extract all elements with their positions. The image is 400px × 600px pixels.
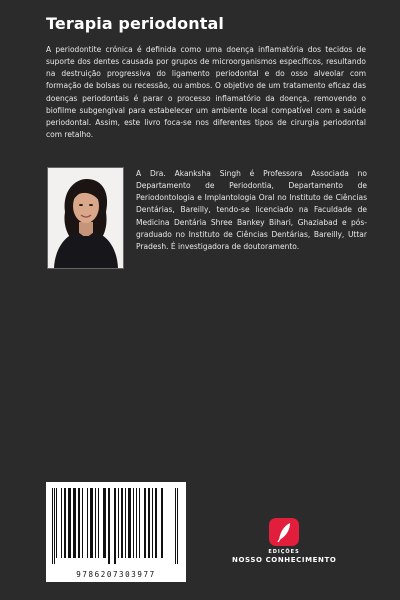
barcode-bar — [61, 488, 62, 558]
barcode-bar — [103, 488, 106, 558]
barcode-bar — [52, 488, 53, 564]
barcode-bar — [161, 488, 163, 558]
barcode-bar — [90, 488, 93, 558]
barcode-bar — [177, 488, 178, 564]
barcode-bar — [64, 488, 66, 558]
barcode-bar — [114, 488, 116, 564]
barcode-bar — [87, 488, 88, 558]
book-abstract: A periodontite crónica é definida como uma doença inflamatória dos tecidos de suporte dos dentes causada por grupos de microorganismos específicos, resultando na destruição progressiva do ligamento periodontal e do osso alveolar com formação de bolsas ou recessão, ou ambos. O objetivo de um tratamento eficaz das doenças periodontais é parar o processo inflamatório da doença, removendo o biofilme subgengival para estabelecer um ambiente local compatível com a saúde periodontal. Assim, este livro foca-se nos diferentes tipos de cirurgia periodontal com retalho. — [46, 45, 366, 139]
barcode-bar — [68, 488, 71, 558]
barcode-image — [46, 482, 186, 568]
publisher-label-small: EDIÇÕES — [268, 549, 300, 555]
book-title: Terapia periodontal — [46, 14, 224, 33]
author-portrait-image — [48, 168, 123, 268]
barcode-bar — [155, 488, 157, 558]
barcode-bar — [136, 488, 137, 558]
isbn-barcode — [46, 482, 186, 582]
publisher-name: NOSSO CONHECIMENTO — [232, 556, 337, 564]
quill-feather-icon — [269, 518, 299, 546]
barcode-bar — [128, 488, 131, 558]
barcode-bar — [82, 488, 83, 558]
publisher-logo — [232, 518, 336, 564]
barcode-bar — [118, 488, 119, 558]
logo-mark — [269, 518, 299, 546]
barcode-bar — [152, 488, 153, 558]
author-bio: A Dra. Akanksha Singh é Professora Associada no Departamento de Periodontia, Departamento de Periodontologia e Implantologia Oral no Instituto de Ciências Dentárias, Bareilly, tendo-se licenciado na Faculdade de Medicina Dentária Shree Bankey Bihari, Ghaziabad e pós-graduado no Instituto de Ciências Dentárias, Bareilly, Uttar Pradesh. É investigadora de doutoramento. — [136, 169, 367, 251]
barcode-bar — [95, 488, 96, 558]
barcode-bar — [125, 488, 126, 558]
barcode-bar — [144, 488, 146, 558]
barcode-bar — [98, 488, 99, 558]
barcode-bar — [148, 488, 150, 558]
barcode-bar — [108, 488, 110, 564]
barcode-bar — [133, 488, 134, 558]
isbn-number: 9786207303977 — [76, 570, 156, 579]
barcode-bar — [175, 488, 176, 564]
barcode-bar — [73, 488, 76, 558]
author-photo — [47, 167, 124, 269]
barcode-bar — [78, 488, 80, 558]
barcode-bar — [121, 488, 123, 558]
barcode-bar — [54, 488, 55, 564]
barcode-bar — [56, 488, 57, 558]
barcode-bar — [139, 488, 140, 558]
